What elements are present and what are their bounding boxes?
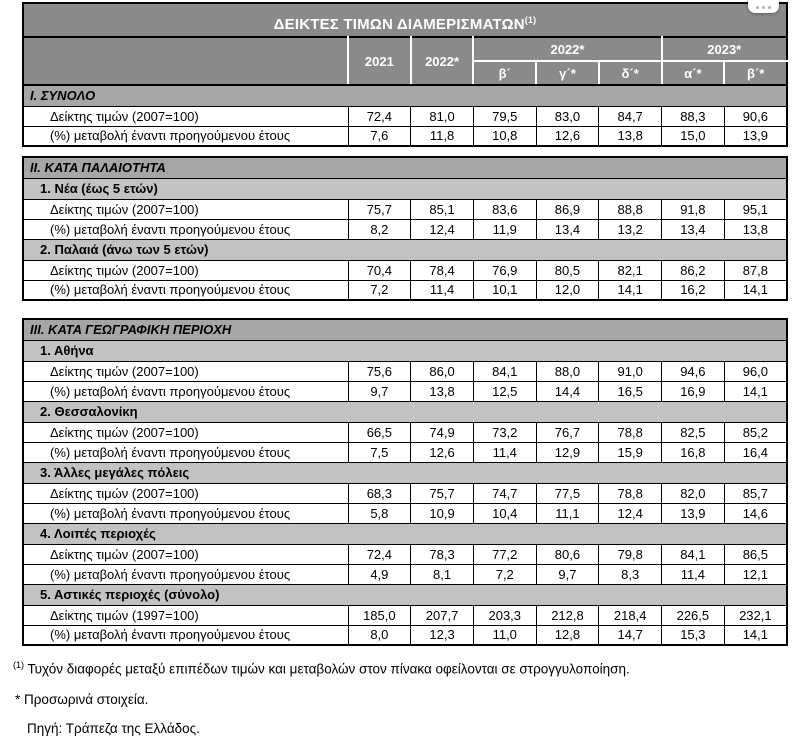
col-header-2022: 2022* — [411, 37, 474, 85]
value-cell: 78,8 — [599, 483, 662, 503]
title-footnote-ref: (1) — [524, 15, 537, 25]
value-cell: 82,0 — [662, 483, 725, 503]
value-cell: 185,0 — [348, 605, 411, 625]
footnote-rounding — [13, 660, 800, 677]
value-cell: 81,0 — [411, 106, 474, 126]
value-cell: 94,6 — [662, 361, 725, 381]
row-label: Δείκτης τιμών (2007=100) — [23, 260, 348, 280]
value-cell: 10,9 — [411, 503, 474, 523]
table-title: ΔΕΙΚΤΕΣ ΤΙΜΩΝ ΔΙΑΜΕΡΙΣΜΑΤΩΝ — [273, 16, 525, 33]
row-label: (%) μεταβολή έναντι προηγούμενου έτους — [23, 219, 348, 239]
subsection-heading: 2. Θεσσαλονίκη — [23, 401, 787, 422]
value-cell: 9,7 — [348, 381, 411, 401]
row-label: (%) μεταβολή έναντι προηγούμενου έτους — [23, 564, 348, 584]
section-table — [22, 84, 788, 147]
value-cell: 8,2 — [348, 219, 411, 239]
section-table — [22, 318, 788, 646]
subsection-heading-row — [23, 178, 787, 199]
apartment-price-index-table — [22, 2, 788, 646]
value-cell: 11,4 — [473, 442, 536, 462]
value-cell: 72,4 — [348, 544, 411, 564]
quarter-header-b23: β´* — [724, 61, 787, 85]
value-cell: 88,8 — [599, 199, 662, 219]
subsection-heading: 1. Αθήνα — [23, 340, 787, 361]
value-cell: 226,5 — [662, 605, 725, 625]
value-cell: 218,4 — [599, 605, 662, 625]
value-cell: 7,2 — [473, 564, 536, 584]
value-cell: 8,1 — [411, 564, 474, 584]
value-cell: 78,8 — [599, 422, 662, 442]
value-cell: 14,1 — [724, 381, 787, 401]
value-cell: 84,1 — [473, 361, 536, 381]
value-cell: 12,6 — [411, 442, 474, 462]
value-cell: 84,1 — [662, 544, 725, 564]
value-cell: 207,7 — [411, 605, 474, 625]
value-cell: 86,0 — [411, 361, 474, 381]
section-heading: ΙΙΙ. ΚΑΤΑ ΓΕΩΓΡΑΦΙΚΗ ΠΕΡΙΟΧΗ — [23, 319, 787, 340]
ellipsis-icon — [756, 6, 759, 9]
value-cell: 13,9 — [662, 503, 725, 523]
value-cell: 11,0 — [473, 625, 536, 645]
value-cell: 68,3 — [348, 483, 411, 503]
value-cell: 75,7 — [348, 199, 411, 219]
value-cell: 87,8 — [724, 260, 787, 280]
row-label: (%) μεταβολή έναντι προηγούμενου έτους — [23, 503, 348, 523]
value-cell: 11,4 — [411, 280, 474, 300]
value-cell: 74,7 — [473, 483, 536, 503]
value-cell: 16,2 — [662, 280, 725, 300]
value-cell: 11,8 — [411, 126, 474, 146]
value-cell: 14,7 — [599, 625, 662, 645]
value-cell: 66,5 — [348, 422, 411, 442]
source-note — [27, 721, 800, 736]
row-label: Δείκτης τιμών (2007=100) — [23, 483, 348, 503]
value-cell: 14,6 — [724, 503, 787, 523]
value-cell: 85,7 — [724, 483, 787, 503]
value-cell: 13,4 — [536, 219, 599, 239]
data-row — [23, 219, 787, 239]
value-cell: 16,8 — [662, 442, 725, 462]
value-cell: 79,8 — [599, 544, 662, 564]
value-cell: 86,5 — [724, 544, 787, 564]
row-label: (%) μεταβολή έναντι προηγούμενου έτους — [23, 381, 348, 401]
value-cell: 10,8 — [473, 126, 536, 146]
value-cell: 13,2 — [599, 219, 662, 239]
quarter-header-a23: α´* — [662, 61, 725, 85]
data-row — [23, 605, 787, 625]
value-cell: 72,4 — [348, 106, 411, 126]
value-cell: 14,4 — [536, 381, 599, 401]
section-heading-row — [23, 157, 787, 178]
value-cell: 203,3 — [473, 605, 536, 625]
row-label: Δείκτης τιμών (2007=100) — [23, 106, 348, 126]
data-row — [23, 361, 787, 381]
subsection-heading: 3. Άλλες μεγάλες πόλεις — [23, 462, 787, 483]
subsection-heading-row — [23, 340, 787, 361]
value-cell: 83,0 — [536, 106, 599, 126]
value-cell: 85,2 — [724, 422, 787, 442]
value-cell: 212,8 — [536, 605, 599, 625]
value-cell: 14,1 — [724, 280, 787, 300]
row-label: (%) μεταβολή έναντι προηγούμενου έτους — [23, 126, 348, 146]
value-cell: 12,5 — [473, 381, 536, 401]
section-heading: Ι. ΣΥΝΟΛΟ — [23, 85, 787, 106]
table-title-bar — [22, 2, 788, 38]
value-cell: 76,9 — [473, 260, 536, 280]
corner-cell — [23, 37, 348, 85]
data-row — [23, 564, 787, 584]
footnote-rounding-text: Τυχόν διαφορές μεταξύ επιπέδων τιμών και μεταβολών στον πίνακα οφείλονται σε στρογγυλοποίηση. — [27, 661, 630, 677]
row-label: Δείκτης τιμών (2007=100) — [23, 422, 348, 442]
ellipsis-icon — [762, 6, 765, 9]
data-row — [23, 381, 787, 401]
value-cell: 86,9 — [536, 199, 599, 219]
value-cell: 82,5 — [662, 422, 725, 442]
quarter-header-b22: β´ — [473, 61, 536, 85]
value-cell: 75,7 — [411, 483, 474, 503]
section-heading-row — [23, 319, 787, 340]
value-cell: 12,9 — [536, 442, 599, 462]
data-row — [23, 544, 787, 564]
value-cell: 7,6 — [348, 126, 411, 146]
subsection-heading: 5. Αστικές περιοχές (σύνολο) — [23, 584, 787, 605]
value-cell: 12,6 — [536, 126, 599, 146]
sections — [22, 84, 788, 646]
value-cell: 7,2 — [348, 280, 411, 300]
value-cell: 70,4 — [348, 260, 411, 280]
row-label: (%) μεταβολή έναντι προηγούμενου έτους — [23, 625, 348, 645]
value-cell: 9,7 — [536, 564, 599, 584]
subsection-heading-row — [23, 401, 787, 422]
more-options-button[interactable] — [748, 0, 779, 13]
quarter-header-d22: δ´* — [599, 61, 662, 85]
data-row — [23, 483, 787, 503]
value-cell: 80,6 — [536, 544, 599, 564]
value-cell: 83,6 — [473, 199, 536, 219]
subsection-heading: 1. Νέα (έως 5 ετών) — [23, 178, 787, 199]
row-label: (%) μεταβολή έναντι προηγούμενου έτους — [23, 442, 348, 462]
value-cell: 10,1 — [473, 280, 536, 300]
value-cell: 11,1 — [536, 503, 599, 523]
subsection-heading: 4. Λοιπές περιοχές — [23, 523, 787, 544]
value-cell: 10,4 — [473, 503, 536, 523]
section-heading-row — [23, 85, 787, 106]
value-cell: 96,0 — [724, 361, 787, 381]
value-cell: 74,9 — [411, 422, 474, 442]
value-cell: 12,4 — [599, 503, 662, 523]
group-header-2023: 2023* — [662, 37, 787, 61]
value-cell: 4,9 — [348, 564, 411, 584]
value-cell: 80,5 — [536, 260, 599, 280]
value-cell: 73,2 — [473, 422, 536, 442]
value-cell: 11,9 — [473, 219, 536, 239]
source-note-text: Πηγή: Τράπεζα της Ελλάδος. — [27, 720, 200, 736]
footnote-provisional-text: * Προσωρινά στοιχεία. — [15, 691, 149, 707]
value-cell: 85,1 — [411, 199, 474, 219]
subsection-heading-row — [23, 462, 787, 483]
value-cell: 16,4 — [724, 442, 787, 462]
value-cell: 12,0 — [536, 280, 599, 300]
value-cell: 7,5 — [348, 442, 411, 462]
data-row — [23, 280, 787, 300]
value-cell: 14,1 — [599, 280, 662, 300]
value-cell: 13,8 — [724, 219, 787, 239]
data-row — [23, 503, 787, 523]
section-heading: ΙΙ. ΚΑΤΑ ΠΑΛΑΙΟΤΗΤΑ — [23, 157, 787, 178]
value-cell: 88,3 — [662, 106, 725, 126]
value-cell: 90,6 — [724, 106, 787, 126]
column-header-table — [22, 36, 788, 86]
value-cell: 13,8 — [411, 381, 474, 401]
data-row — [23, 106, 787, 126]
data-row — [23, 625, 787, 645]
value-cell: 12,3 — [411, 625, 474, 645]
value-cell: 5,8 — [348, 503, 411, 523]
value-cell: 12,8 — [536, 625, 599, 645]
group-header-2022: 2022* — [473, 37, 661, 61]
footnote-ref: (1) — [13, 660, 24, 670]
subsection-heading-row — [23, 523, 787, 544]
value-cell: 8,0 — [348, 625, 411, 645]
value-cell: 8,3 — [599, 564, 662, 584]
value-cell: 86,2 — [662, 260, 725, 280]
row-label: Δείκτης τιμών (1997=100) — [23, 605, 348, 625]
row-label: Δείκτης τιμών (2007=100) — [23, 199, 348, 219]
value-cell: 88,0 — [536, 361, 599, 381]
value-cell: 78,3 — [411, 544, 474, 564]
footnotes — [0, 660, 800, 736]
data-row — [23, 260, 787, 280]
value-cell: 232,1 — [724, 605, 787, 625]
value-cell: 82,1 — [599, 260, 662, 280]
value-cell: 79,5 — [473, 106, 536, 126]
value-cell: 91,8 — [662, 199, 725, 219]
row-label: (%) μεταβολή έναντι προηγούμενου έτους — [23, 280, 348, 300]
data-row — [23, 199, 787, 219]
value-cell: 15,3 — [662, 625, 725, 645]
value-cell: 95,1 — [724, 199, 787, 219]
value-cell: 84,7 — [599, 106, 662, 126]
value-cell: 91,0 — [599, 361, 662, 381]
value-cell: 16,9 — [662, 381, 725, 401]
value-cell: 78,4 — [411, 260, 474, 280]
ellipsis-icon — [768, 6, 771, 9]
value-cell: 76,7 — [536, 422, 599, 442]
footnote-provisional — [15, 692, 800, 707]
value-cell: 12,1 — [724, 564, 787, 584]
value-cell: 13,4 — [662, 219, 725, 239]
value-cell: 75,6 — [348, 361, 411, 381]
subsection-heading-row — [23, 584, 787, 605]
value-cell: 11,4 — [662, 564, 725, 584]
subsection-heading-row — [23, 239, 787, 260]
subsection-heading: 2. Παλαιά (άνω των 5 ετών) — [23, 239, 787, 260]
value-cell: 14,1 — [724, 625, 787, 645]
value-cell: 77,2 — [473, 544, 536, 564]
value-cell: 77,5 — [536, 483, 599, 503]
value-cell: 16,5 — [599, 381, 662, 401]
row-label: Δείκτης τιμών (2007=100) — [23, 361, 348, 381]
value-cell: 15,0 — [662, 126, 725, 146]
row-label: Δείκτης τιμών (2007=100) — [23, 544, 348, 564]
data-row — [23, 422, 787, 442]
value-cell: 13,8 — [599, 126, 662, 146]
col-header-2021: 2021 — [348, 37, 411, 85]
value-cell: 15,9 — [599, 442, 662, 462]
value-cell: 13,9 — [724, 126, 787, 146]
data-row — [23, 442, 787, 462]
quarter-header-c22: γ´* — [536, 61, 599, 85]
section-table — [22, 156, 788, 301]
header-row-groups — [23, 37, 787, 61]
value-cell: 12,4 — [411, 219, 474, 239]
data-row — [23, 126, 787, 146]
